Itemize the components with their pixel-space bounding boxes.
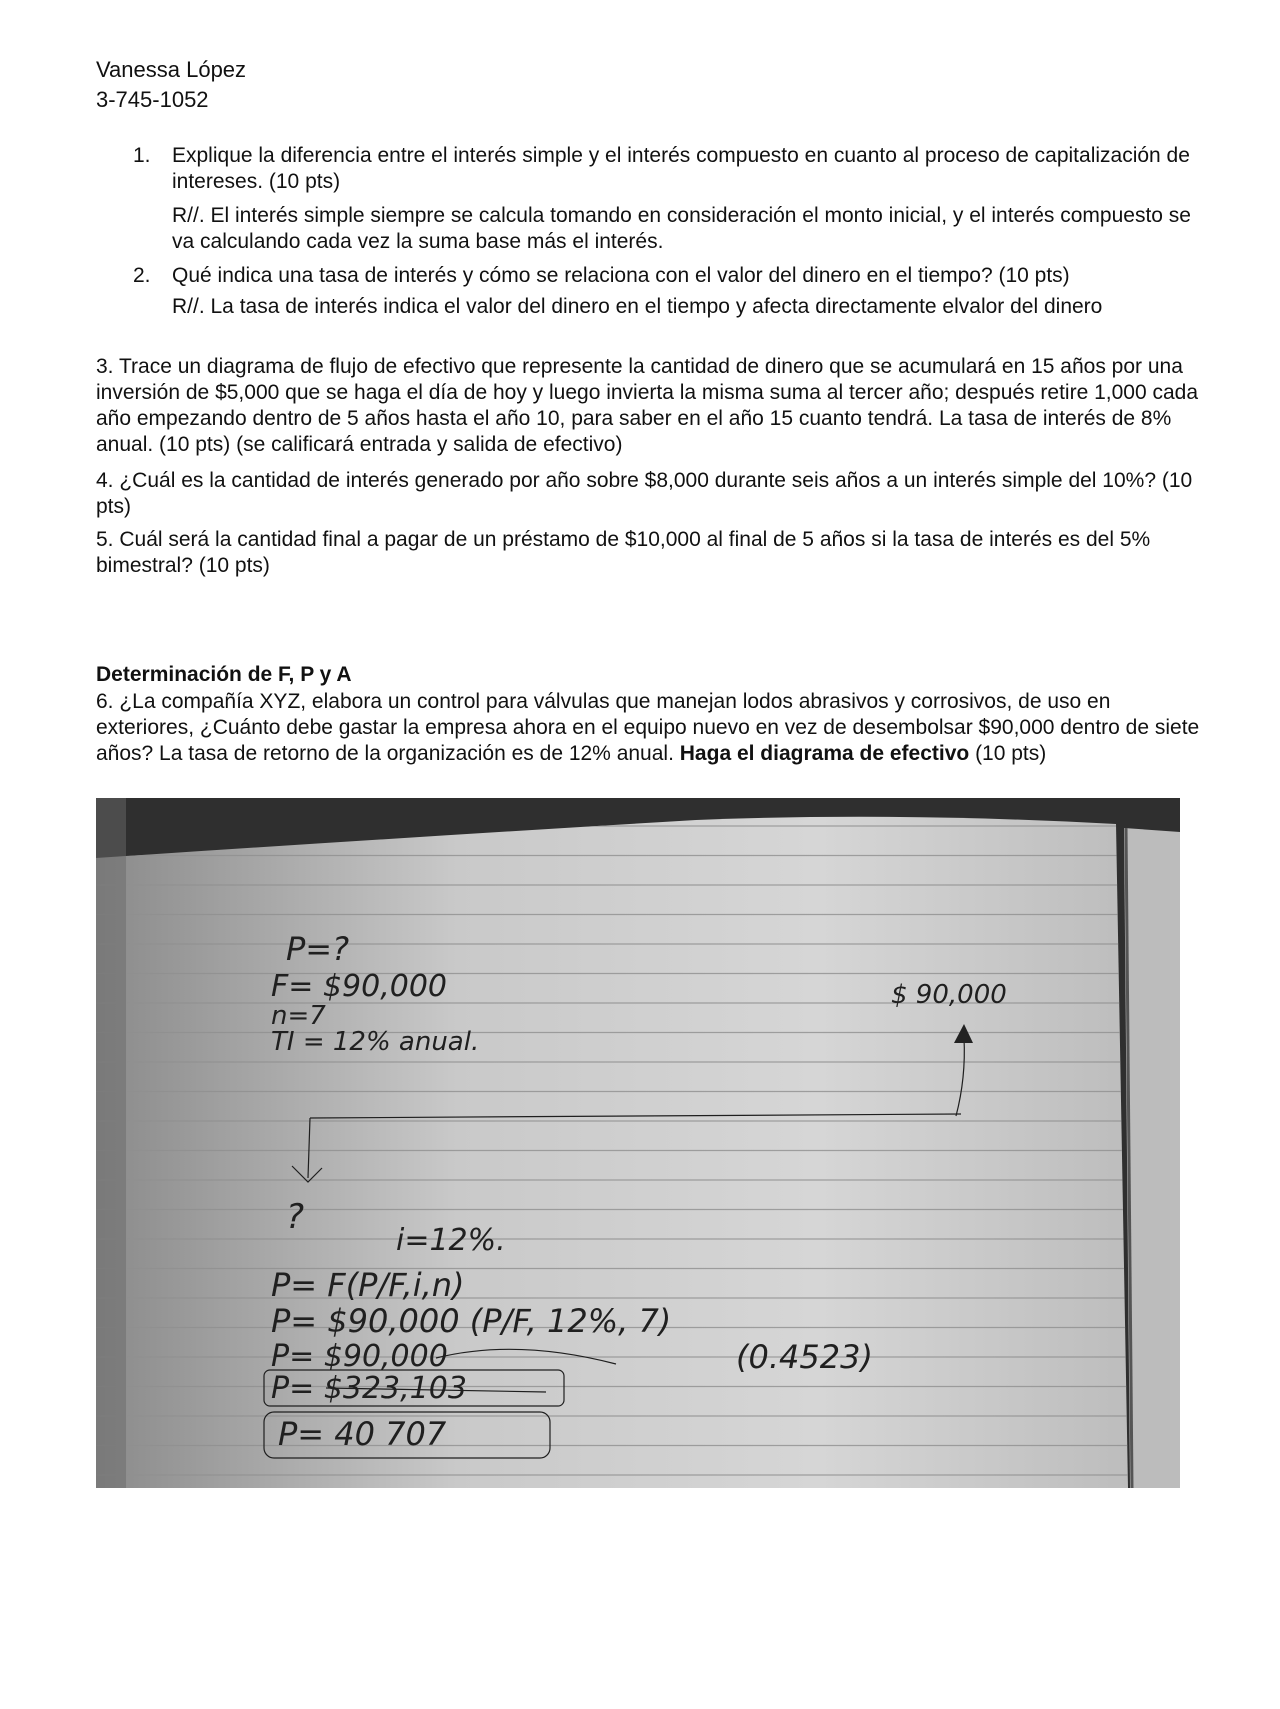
unknown-mark: ? <box>286 1197 305 1237</box>
problem-6 <box>96 689 1212 767</box>
question-1-text: Explique la diferencia entre el interés simple y el interés compuesto en cuanto al proceso de capitalización de intereses. (10 pts) <box>172 144 1190 193</box>
question-number: 1. <box>133 144 151 167</box>
given-n: n=7 <box>271 1001 326 1031</box>
question-2-text: Qué indica una tasa de interés y cómo se relaciona con el valor del dinero en el tiempo? (10 pts) <box>172 264 1070 287</box>
factor-value: (0.4523) <box>736 1338 873 1376</box>
final-result: P= 40 707 <box>278 1415 447 1453</box>
given-f: F= $90,000 <box>271 969 447 1004</box>
problem-3: 3. Trace un diagrama de flujo de efectivo que represente la cantidad de dinero que se acumulará en 15 años por una inversión de $5,000 que se haga el día de hoy y luego invierta la misma suma al tercer año; después retire 1,000 cada año empezando dentro de 5 años hasta el año 10, para saber en el año 15 cuanto tendrá. La tasa de interés de 8% anual. (10 pts) (se calificará entrada y salida de efectivo) <box>96 355 1199 456</box>
problem-4: 4. ¿Cuál es la cantidad de interés generado por año sobre $8,000 durante seis años a un interés simple del 10%? (10 pts) <box>96 469 1193 518</box>
formula-line-4: P= $323,103 <box>271 1371 467 1406</box>
problem-6-text: 6. ¿La compañía XYZ, elabora un control para válvulas que manejan lodos abrasivos y corrosivos, de uso en exteriores, ¿Cuánto debe gastar la empresa ahora en el equipo nuevo en vez de desembolsar $90,000 dentro de siete años? La tasa de retorno de la organización es de 12% anual. <box>96 690 1200 765</box>
section-title: Determinación de F, P y A <box>96 663 352 686</box>
ruled-lines <box>96 817 1128 1488</box>
given-p: P=? <box>286 930 350 968</box>
question-number: 2. <box>133 264 151 287</box>
formula-line-3: P= $90,000 <box>271 1339 448 1374</box>
problem-6-instruction: Haga el diagrama de efectivo <box>679 742 970 765</box>
question-2-answer: R//. La tasa de interés indica el valor del dinero en el tiempo y afecta directamente elvalor del dinero <box>172 295 1103 318</box>
problem-5: 5. Cuál será la cantidad final a pagar de un préstamo de $10,000 al final de 5 años si la tasa de interés es del 5% bimestral? (10 pts) <box>96 528 1151 577</box>
question-1-answer: R//. El interés simple siempre se calcula tomando en consideración el monto inicial, y el interés compuesto se va calculando cada vez la suma base más el interés. <box>172 204 1191 253</box>
problem-6-points: (10 pts) <box>975 742 1047 765</box>
interest-rate: i=12%. <box>396 1223 506 1258</box>
handwritten-solution <box>96 798 1180 1488</box>
page-shadow <box>96 798 126 1488</box>
formula-line-2: P= $90,000 (P/F, 12%, 7) <box>271 1302 672 1340</box>
future-value-label: $ 90,000 <box>891 980 1007 1010</box>
student-name: Vanessa López <box>96 57 247 82</box>
formula-line-1: P= F(P/F,i,n) <box>271 1266 465 1304</box>
student-id: 3-745-1052 <box>96 87 209 112</box>
given-i: TI = 12% anual. <box>271 1027 480 1057</box>
notebook-photo <box>96 798 1180 1488</box>
